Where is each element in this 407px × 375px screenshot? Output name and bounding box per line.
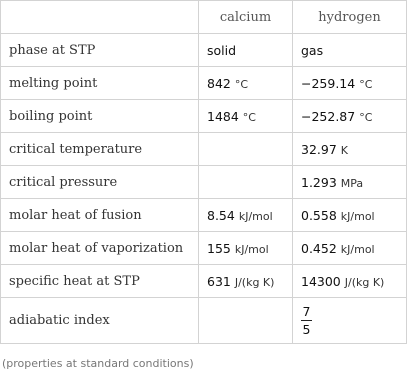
table-row	[1, 133, 407, 166]
row-label: specific heat at STP	[1, 265, 199, 298]
row-label: critical pressure	[1, 166, 199, 199]
row-label: melting point	[1, 67, 199, 100]
hydrogen-value	[293, 298, 407, 344]
calcium-value	[199, 298, 293, 344]
row-label: molar heat of fusion	[1, 199, 199, 232]
value-number: −252.87	[301, 108, 356, 124]
value-unit: K	[340, 143, 348, 157]
value-unit: kJ/mol	[340, 242, 375, 256]
value-number: gas	[301, 42, 324, 58]
fraction-bar	[301, 320, 312, 321]
table-row	[1, 100, 407, 133]
hydrogen-value	[293, 67, 407, 100]
calcium-value	[199, 166, 293, 199]
value-number: 842	[207, 75, 231, 91]
hydrogen-value	[293, 232, 407, 265]
value-unit: kJ/mol	[234, 242, 269, 256]
calcium-value	[199, 232, 293, 265]
table-row	[1, 232, 407, 265]
value-number: 1.293	[301, 174, 337, 190]
footnote: (properties at standard conditions)	[2, 357, 194, 370]
hydrogen-value	[293, 265, 407, 298]
value-unit: °C	[359, 110, 373, 124]
table-row	[1, 34, 407, 67]
hydrogen-value	[293, 133, 407, 166]
row-label: critical temperature	[1, 133, 199, 166]
row-label: phase at STP	[1, 34, 199, 67]
header-hydrogen: hydrogen	[293, 1, 407, 34]
table-row	[1, 265, 407, 298]
value-number: 0.452	[301, 240, 337, 256]
value-unit: J/(kg K)	[234, 275, 275, 289]
value-unit: °C	[234, 77, 249, 91]
calcium-value	[199, 67, 293, 100]
calcium-value	[199, 265, 293, 298]
table-row	[1, 166, 407, 199]
value-number: 631	[207, 273, 231, 289]
value-number: 1484	[207, 108, 239, 124]
row-label: boiling point	[1, 100, 199, 133]
fraction	[301, 304, 312, 337]
hydrogen-value	[293, 166, 407, 199]
calcium-value	[199, 34, 293, 67]
hydrogen-value	[293, 100, 407, 133]
value-number: −259.14	[301, 75, 356, 91]
fraction-numerator: 7	[302, 304, 311, 319]
table-row	[1, 67, 407, 100]
calcium-value	[199, 133, 293, 166]
value-number: 32.97	[301, 141, 337, 157]
calcium-value	[199, 100, 293, 133]
hydrogen-value	[293, 199, 407, 232]
value-unit: kJ/mol	[238, 209, 273, 223]
value-unit: J/(kg K)	[344, 275, 385, 289]
header-calcium: calcium	[199, 1, 293, 34]
value-number: solid	[207, 42, 237, 58]
value-unit: MPa	[340, 176, 364, 190]
fraction-denominator: 5	[302, 322, 311, 337]
calcium-value	[199, 199, 293, 232]
value-number: 14300	[301, 273, 341, 289]
row-label: adiabatic index	[1, 298, 199, 344]
hydrogen-value	[293, 34, 407, 67]
value-number: 155	[207, 240, 231, 256]
value-number: 8.54	[207, 207, 235, 223]
header-row	[1, 1, 407, 34]
row-label: molar heat of vaporization	[1, 232, 199, 265]
header-empty-cell	[1, 1, 199, 34]
table-row	[1, 199, 407, 232]
table-row	[1, 298, 407, 344]
value-number: 0.558	[301, 207, 337, 223]
value-unit: kJ/mol	[340, 209, 375, 223]
value-unit: °C	[359, 77, 373, 91]
value-unit: °C	[242, 110, 256, 124]
